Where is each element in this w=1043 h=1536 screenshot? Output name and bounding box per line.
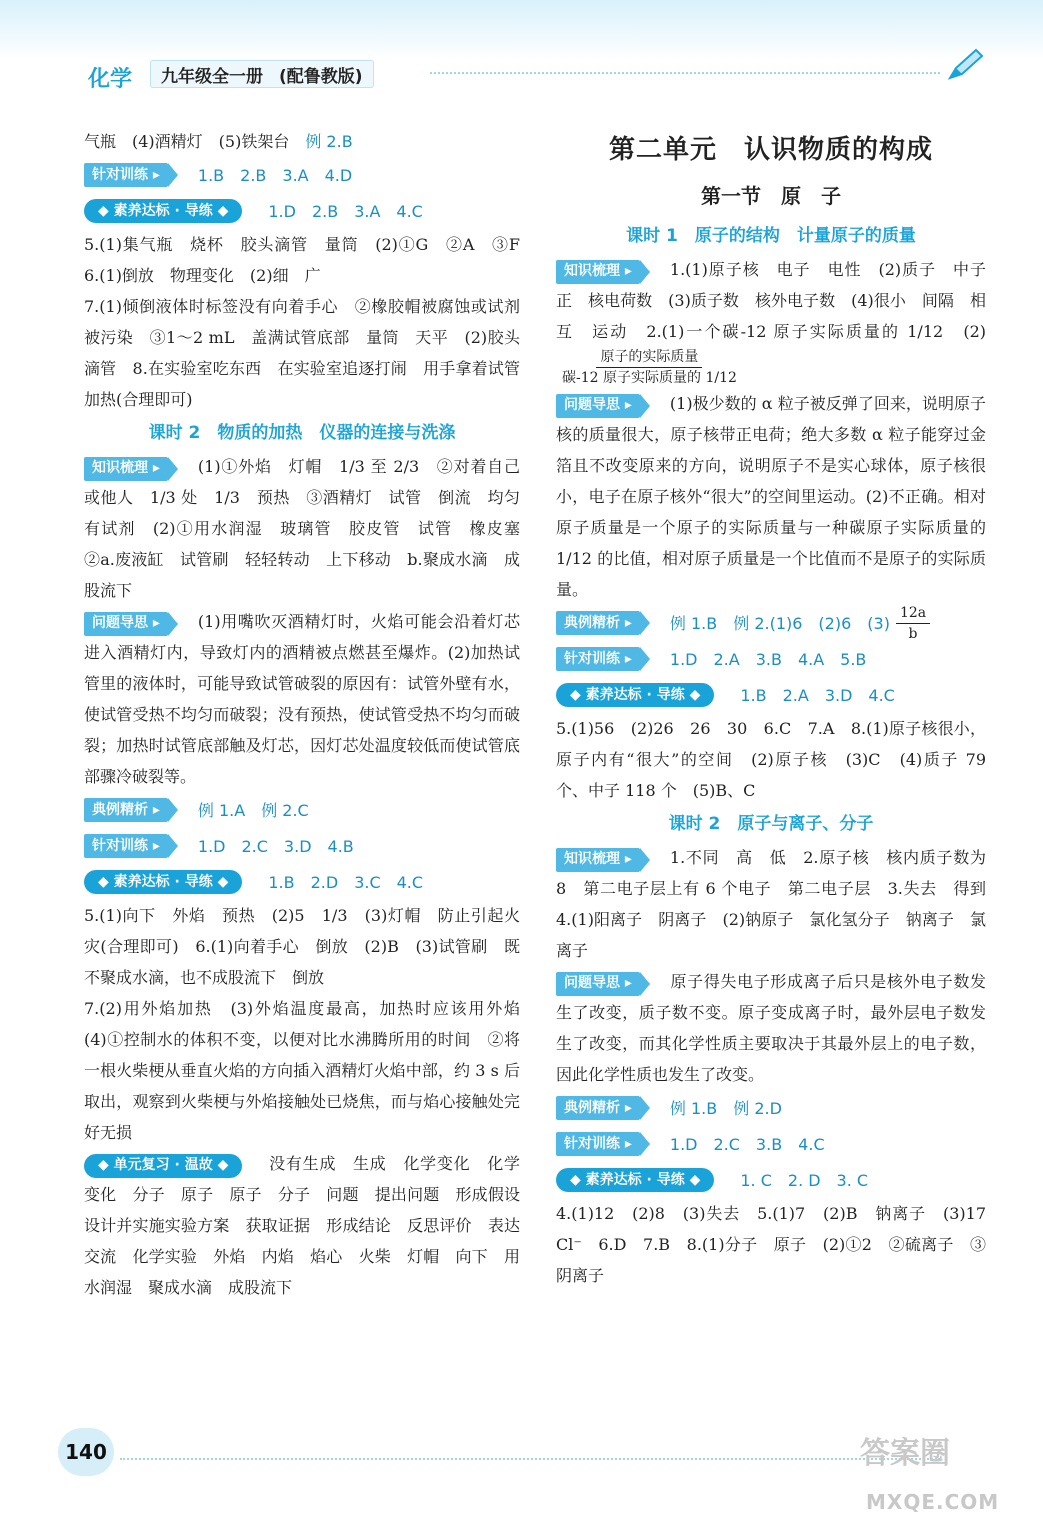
- literacy-answers-2: 1.B 2.D 3.C 4.C: [268, 872, 424, 892]
- training-row-1: [84, 157, 520, 193]
- training-tag-r1: 针对训练 ▸: [556, 647, 640, 671]
- left-line-1: [84, 126, 520, 157]
- pen-icon: [946, 48, 986, 82]
- relative-mass-fraction: [562, 347, 737, 388]
- example-tag: 典例精析 ▸: [84, 798, 168, 822]
- unit-review-text: 没有生成 生成 化学变化 化学变化 分子 原子 原子 分子 问题 提出问题 形成假设 设计并实施实验方案 获取证据 形成结论 反思评价 表达交流 化学实验 外焰 内焰 焰心 火柴 灯帽 向下 用水润湿 聚成水滴 成股流下: [84, 1154, 537, 1297]
- footer-divider: [120, 1458, 940, 1460]
- example-fraction: [896, 603, 930, 644]
- left-line-1-text: 气瓶 (4)酒精灯 (5)铁架台: [84, 132, 306, 151]
- left-column: [84, 126, 537, 1303]
- training-answers: 1.B 2.B 3.A 4.D: [197, 165, 353, 185]
- training-row-r1: [556, 641, 986, 677]
- literacy-answers-r2: 1. C 2. D 3. C: [740, 1170, 869, 1190]
- example-tag-r2: 典例精析 ▸: [556, 1096, 640, 1120]
- unit-review-block: [84, 1148, 537, 1303]
- knowledge-block-r2: [556, 842, 1003, 966]
- literacy-answers: 1.D 2.B 3.A 4.C: [268, 201, 423, 221]
- knowledge-block: [84, 451, 537, 606]
- example-row-r2: [556, 1090, 986, 1126]
- literacy-row-r1: [556, 677, 986, 713]
- question-block-r2: [556, 966, 986, 1090]
- example-answers: 例 1.A 例 2.C: [197, 800, 309, 820]
- header-divider: [430, 72, 940, 74]
- example-fraction-numerator: 12a: [896, 603, 930, 624]
- knowledge-tag-r1: 知识梳理 ▸: [556, 260, 640, 284]
- example-answers-r1: 例 1.B 例 2.(1)6 (2)6 (3): [669, 613, 890, 633]
- training-tag-2: 针对训练 ▸: [84, 834, 168, 858]
- watermark-url: MXQE.COM: [866, 1490, 1000, 1514]
- literacy-row-r2: [556, 1162, 986, 1198]
- left-line-1-answer: 例 2.B: [305, 132, 353, 151]
- fraction-denominator: 碳-12 原子实际质量的 1/12: [562, 370, 737, 386]
- training-row-r2: [556, 1126, 986, 1162]
- unit-title: 第二单元 认识物质的构成: [608, 135, 933, 165]
- knowledge-tag-r2: 知识梳理 ▸: [556, 848, 640, 872]
- literacy-tag-r1: ◆ 素养达标 · 导练 ◆: [556, 683, 714, 707]
- question-tag: 问题导思 ▸: [84, 612, 168, 636]
- training-answers-2: 1.D 2.C 3.D 4.B: [197, 836, 354, 856]
- question-block: [84, 606, 520, 792]
- literacy-row-1: [84, 193, 520, 229]
- literacy-tag-r2: ◆ 素养达标 · 导练 ◆: [556, 1168, 714, 1192]
- training-tag: 针对训练 ▸: [84, 163, 168, 187]
- left-paragraph-6: 7.(2)用外焰加热 (3)外焰温度最高，加热时应该用外焰 (4)①控制水的体积不变，以便对比水沸腾所用的时间 ②将一根火柴梗从垂直火焰的方向插入酒精灯火焰中部，约 3 s 后取出，观察到火柴梗与外焰接触处已烧焦，而与焰心接触处完好无损: [84, 999, 537, 1142]
- training-tag-r2: 针对训练 ▸: [556, 1132, 640, 1156]
- header-band: [0, 0, 1043, 60]
- grade-edition-box: [150, 60, 374, 88]
- knowledge-tag: 知识梳理 ▸: [84, 457, 168, 481]
- knowledge-block-r1: [556, 254, 1003, 388]
- knowledge-text-r1: 1.(1)原子核 电子 电性 (2)质子 中子 正 核电荷数 (3)质子数 核外电子数 (4)很小 间隔 相互 运动 2.(1)一个碳-12 原子实际质量的 1/12 (2): [556, 260, 1003, 341]
- question-text-r2: 原子得失电子形成离子后只是核外电子数发生了改变，质子数不变。原子变成离子时，最外层电子数发生了改变，而其化学性质主要取决于其最外层上的电子数，因此化学性质也发生了改变。: [556, 972, 986, 1084]
- left-paragraph-5: 5.(1)向下 外焰 预热 (2)5 1/3 (3)灯帽 防止引起火灾(合理即可) 6.(1)向着手心 倒放 (2)B (3)试管刷 既不聚成水滴，也不成股流下 倒放: [84, 906, 520, 987]
- left-paragraph-2: 7.(1)倾倒液体时标签没有向着手心 ②橡胶帽被腐蚀或试剂被污染 ③1～2 mL 盖满试管底部 量筒 天平 (2)胶头滴管 8.在实验室吃东西 在实验室追逐打闹 用手拿着试管加热(合理即可): [84, 297, 520, 409]
- left-paragraph-1: 5.(1)集气瓶 烧杯 胶头滴管 量筒 (2)①G ②A ③F 6.(1)倒放 物理变化 (2)细 广: [84, 235, 537, 285]
- training-row-2: [84, 828, 520, 864]
- right-paragraph-3: 5.(1)56 (2)26 26 30 6.C 7.A 8.(1)原子核很小，原子内有“很大”的空间 (2)原子核 (3)C (4)质子 79 个、中子 118 个 (5)B、C: [556, 719, 986, 800]
- section-title: 第一节 原 子: [701, 184, 841, 208]
- literacy-tag-2: ◆ 素养达标 · 导练 ◆: [84, 870, 242, 894]
- example-row: [84, 792, 520, 828]
- literacy-row-2: [84, 864, 520, 900]
- right-paragraph-6: 4.(1)12 (2)8 (3)失去 5.(1)7 (2)B 钠离子 (3)17 Cl⁻ 6.D 7.B 8.(1)分子 原子 (2)①2 ②硫离子 ③阴离子: [556, 1204, 1003, 1285]
- knowledge-text: (1)①外焰 灯帽 1/3 至 2/3 ②对着自己或他人 1/3 处 1/3 预热 ③酒精灯 试管 倒流 均匀 有试剂 (2)①用水润湿 玻璃管 胶皮管 试管 橡皮塞 ②a.废液缸 试管刷 轻轻转动 上下移动 b.聚成水滴 成股流下: [84, 457, 537, 600]
- question-text: (1)用嘴吹灭酒精灯时，火焰可能会沿着灯芯进入酒精灯内，导致灯内的酒精被点燃甚至爆炸。(2)加热试管里的液体时，可能导致试管破裂的原因有：试管外壁有水，使试管受热不均匀而破裂；没有预热，使试管受热不均匀而破裂；加热时试管底部触及灯芯，因灯芯处温度较低而使试管底部骤冷破裂等。: [84, 612, 520, 786]
- subject-label: 化学: [88, 67, 133, 92]
- watermark-logo: 答案圈: [860, 1436, 950, 1471]
- right-column: [556, 126, 1003, 1291]
- question-text-r1: (1)极少数的 α 粒子被反弹了回来，说明原子核的质量很大，原子核带正电荷；绝大多数 α 粒子能穿过金箔且不改变原来的方向，说明原子不是实心球体，原子核很小，电子在原子核外“很大”的空间里运动。(2)不正确。相对原子质量是一个原子的实际质量与一种碳原子实际质量的 1/12 的比值，相对原子质量是一个比值而不是原子的实际质量。: [556, 394, 986, 599]
- question-tag-r2: 问题导思 ▸: [556, 972, 640, 996]
- edition-label: (配鲁教版): [279, 66, 363, 87]
- unit-review-tag: ◆ 单元复习 · 温故 ◆: [84, 1154, 242, 1178]
- question-tag-r1: 问题导思 ▸: [556, 394, 640, 418]
- lesson-2-title: 课时 2 物质的加热 仪器的连接与洗涤: [148, 423, 456, 443]
- example-fraction-denominator: b: [908, 625, 918, 642]
- training-answers-r1: 1.D 2.A 3.B 4.A 5.B: [669, 649, 867, 669]
- knowledge-text-r2: 1.不同 高 低 2.原子核 核内质子数为 8 第二电子层上有 6 个电子 第二电子层 3.失去 得到 4.(1)阳离子 阴离子 (2)钠原子 氯化氢分子 钠离子 氯离子: [556, 848, 1003, 960]
- question-block-r1: [556, 388, 986, 605]
- example-tag-r1: 典例精析 ▸: [556, 611, 640, 635]
- example-row-r1: [556, 605, 986, 641]
- training-answers-r2: 1.D 2.C 3.B 4.C: [669, 1134, 825, 1154]
- example-answers-r2: 例 1.B 例 2.D: [669, 1098, 782, 1118]
- literacy-tag: ◆ 素养达标 · 导练 ◆: [84, 199, 242, 223]
- lesson-2-title-right: 课时 2 原子与离子、分子: [668, 814, 874, 834]
- lesson-1-title: 课时 1 原子的结构 计量原子的质量: [626, 226, 916, 246]
- page-number: 140: [58, 1428, 114, 1476]
- literacy-answers-r1: 1.B 2.A 3.D 4.C: [740, 685, 895, 705]
- grade-label: 九年级全一册: [161, 66, 263, 87]
- fraction-numerator: 原子的实际质量: [596, 347, 702, 368]
